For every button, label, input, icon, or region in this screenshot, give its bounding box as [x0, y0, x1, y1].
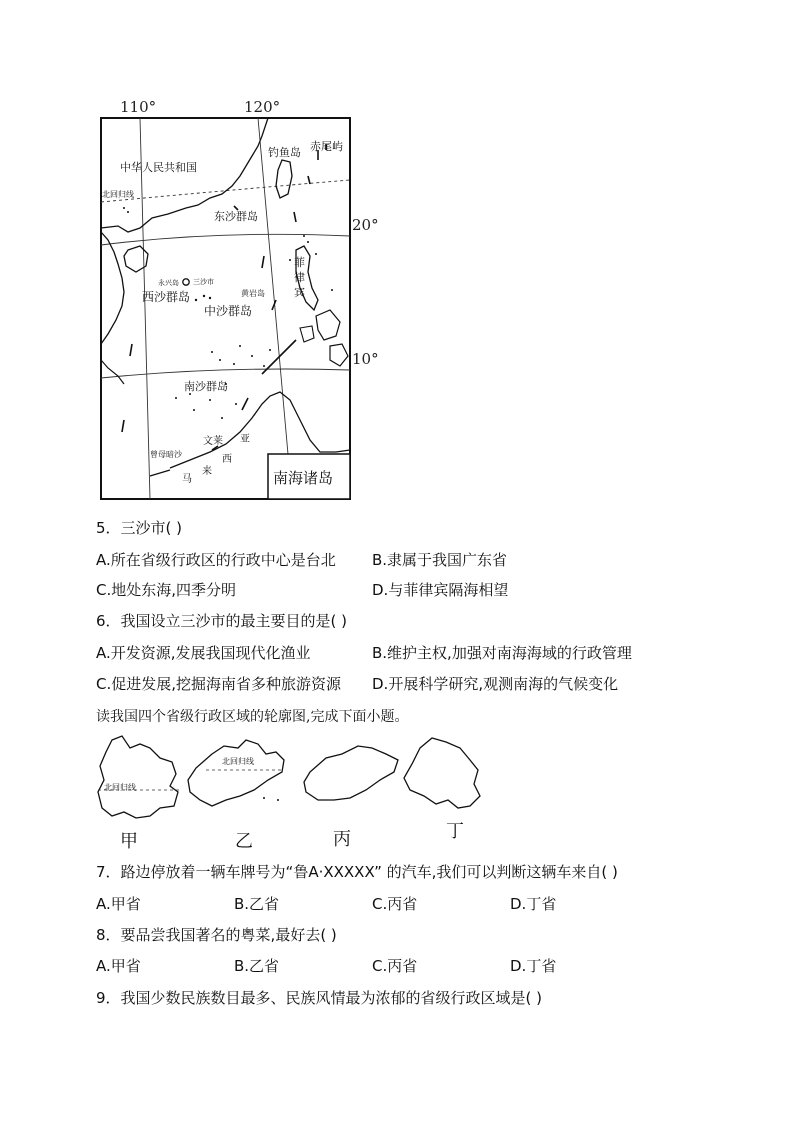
shape-label-bing: 丙 [333, 829, 351, 850]
tropic-label-yi: 北回归线 [222, 757, 254, 766]
question-5-option-c: C.地处东海,四季分明 [96, 581, 237, 599]
china-label: 中华人民共和国 [120, 161, 197, 174]
latitude-10-label: 10° [352, 350, 379, 368]
question-8-option-b: B.乙省 [234, 957, 280, 975]
ma-label: 马 [182, 474, 192, 485]
question-6-option-c: C.促进发展,挖掘海南省多种旅游资源 [96, 675, 342, 693]
shape-label-ding: 丁 [446, 821, 464, 842]
xisha-label: 西沙群岛 [142, 290, 191, 304]
question-8-stem: 8．要品尝我国著名的粤菜,最好去( ) [96, 926, 337, 944]
wenlai-label: 文莱 [203, 436, 223, 447]
philippines-char-2: 律 [294, 271, 305, 284]
inset-title: 南海诸岛 [273, 469, 334, 487]
question-5-option-b: B.隶属于我国广东省 [372, 551, 508, 569]
tropic-label-jia: 北回归线 [104, 783, 136, 792]
ya-label: 亚 [240, 434, 250, 445]
zhongsha-label: 中沙群岛 [204, 304, 253, 318]
question-7-option-b: B.乙省 [234, 895, 280, 913]
question-7-option-a: A.甲省 [96, 895, 141, 913]
question-6-option-d: D.开展科学研究,观测南海的气候变化 [372, 675, 619, 693]
nansha-label: 南沙群岛 [184, 380, 228, 393]
yongxing-label: 永兴岛 [158, 279, 179, 287]
xi-label: 西 [222, 454, 232, 465]
question-8-option-c: C.丙省 [372, 957, 418, 975]
tropic-label: 北回归线 [102, 190, 134, 199]
shape-label-jia: 甲 [120, 831, 138, 852]
philippines-char-1: 菲 [294, 256, 305, 269]
question-9-stem: 9．我国少数民族数目最多、民族风情最为浓郁的省级行政区域是( ) [96, 989, 543, 1007]
shape-label-yi: 乙 [235, 831, 253, 852]
question-7-option-d: D.丁省 [510, 895, 557, 913]
longitude-120-label: 120° [244, 98, 281, 116]
question-8-option-d: D.丁省 [510, 957, 557, 975]
question-6-option-b: B.维护主权,加强对南海海域的行政管理 [372, 644, 632, 662]
question-6-option-a: A.开发资源,发展我国现代化渔业 [96, 644, 311, 662]
intro-text: 读我国四个省级行政区域的轮廓图,完成下面小题。 [96, 709, 409, 725]
philippines-char-3: 宾 [294, 286, 305, 299]
dongsha-label: 东沙群岛 [214, 210, 258, 223]
question-5-option-a: A.所在省级行政区的行政中心是台北 [96, 551, 336, 569]
question-7-stem: 7．路边停放着一辆车牌号为“鲁A·XXXXX” 的汽车,我们可以判断这辆车来自( ) [96, 863, 618, 881]
chiwei-label: 赤尾屿 [310, 140, 343, 153]
latitude-20-label: 20° [352, 216, 379, 234]
question-7-option-c: C.丙省 [372, 895, 418, 913]
longitude-110-label: 110° [120, 98, 157, 116]
question-5-option-d: D.与菲律宾隔海相望 [372, 581, 509, 599]
sansha-label: 三沙市 [193, 278, 214, 286]
question-5-stem: 5．三沙市( ) [96, 519, 183, 537]
lai-label: 来 [202, 466, 212, 477]
question-8-option-a: A.甲省 [96, 957, 141, 975]
zengmu-label: 曾母暗沙 [150, 450, 182, 459]
huangyan-label: 黄岩岛 [241, 289, 265, 298]
question-6-stem: 6．我国设立三沙市的最主要目的是( ) [96, 612, 348, 630]
diaoyu-label: 钓鱼岛 [268, 146, 301, 159]
